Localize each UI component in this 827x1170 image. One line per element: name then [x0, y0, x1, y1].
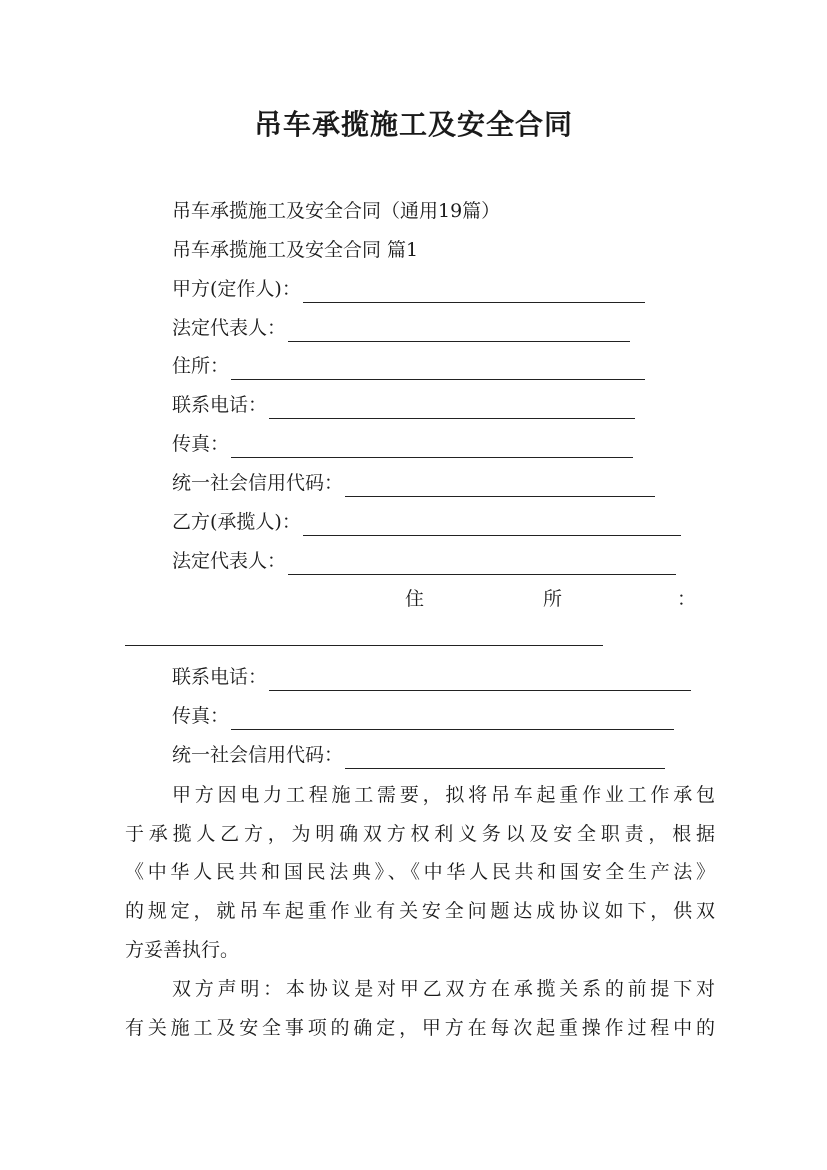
- party-b-address-field: [125, 585, 697, 613]
- party-b-legal-rep-blank[interactable]: [288, 554, 676, 575]
- paragraph-purpose-line-3: 《中华人民共和国民法典》、《中华人民共和国安全生产法》: [125, 861, 715, 884]
- party-b-phone-blank[interactable]: [269, 670, 691, 691]
- party-b-address-char-1: 住: [405, 588, 425, 610]
- party-a-label: 甲方(定作人)：: [172, 278, 301, 300]
- party-b-blank[interactable]: [303, 515, 681, 536]
- party-b-phone-label: 联系电话：: [172, 666, 268, 688]
- subtitle-text: 吊车承揽施工及安全合同（通用19篇）: [172, 200, 501, 222]
- party-b-label: 乙方(承揽人)：: [172, 511, 301, 533]
- party-a-legal-rep-field: [172, 314, 630, 342]
- party-a-credit-code-blank[interactable]: [345, 476, 655, 497]
- party-b-address-char-2: 所: [543, 588, 563, 610]
- party-b-legal-rep-label: 法定代表人：: [172, 550, 287, 572]
- party-a-credit-code-label: 统一社会信用代码：: [172, 472, 344, 494]
- party-b-credit-code-blank[interactable]: [345, 748, 665, 769]
- party-a-legal-rep-blank[interactable]: [288, 321, 630, 342]
- party-a-phone-label: 联系电话：: [172, 394, 268, 416]
- party-a-fax-label: 传真：: [172, 433, 230, 455]
- document-title: 吊车承揽施工及安全合同: [253, 108, 573, 141]
- party-a-field: [172, 275, 645, 303]
- party-a-fax-field: [172, 430, 633, 458]
- party-a-blank[interactable]: [303, 282, 645, 303]
- party-a-phone-blank[interactable]: [269, 398, 635, 419]
- section-heading-text: 吊车承揽施工及安全合同 篇1: [172, 239, 419, 261]
- paragraph-declaration-line-2: 有关施工及安全事项的确定，甲方在每次起重操作过程中的: [125, 1016, 715, 1039]
- paragraph-purpose-line-1: 甲方因电力工程施工需要，拟将吊车起重作业工作承包: [172, 784, 715, 806]
- party-b-address-blank[interactable]: [125, 645, 603, 646]
- party-a-address-label: 住所：: [172, 355, 230, 377]
- section-heading: [172, 236, 418, 264]
- party-b-credit-code-label: 统一社会信用代码：: [172, 744, 344, 766]
- paragraph-declaration: [125, 970, 715, 1047]
- party-a-phone-field: [172, 391, 635, 419]
- party-b-legal-rep-field: [172, 547, 676, 575]
- paragraph-purpose-line-5: 方妥善执行。: [125, 938, 240, 961]
- party-a-address-field: [172, 352, 645, 380]
- party-b-address-colon: ：: [677, 588, 697, 610]
- party-a-fax-blank[interactable]: [231, 437, 633, 458]
- party-b-field: [172, 508, 681, 536]
- paragraph-purpose: [125, 776, 715, 970]
- party-a-address-blank[interactable]: [231, 359, 645, 380]
- paragraph-declaration-line-1: 双方声明：本协议是对甲乙双方在承揽关系的前提下对: [172, 978, 715, 1000]
- party-b-fax-blank[interactable]: [231, 709, 674, 730]
- paragraph-purpose-line-4: 的规定，就吊车起重作业有关安全问题达成协议如下，供双: [125, 900, 715, 923]
- party-b-fax-label: 传真：: [172, 705, 230, 727]
- document-subtitle: [172, 197, 500, 225]
- party-a-legal-rep-label: 法定代表人：: [172, 317, 287, 339]
- party-b-fax-field: [172, 702, 674, 730]
- party-b-credit-code-field: [172, 741, 665, 769]
- party-a-credit-code-field: [172, 469, 655, 497]
- party-b-phone-field: [172, 663, 691, 691]
- paragraph-purpose-line-2: 于承揽人乙方，为明确双方权利义务以及安全职责，根据: [125, 822, 715, 845]
